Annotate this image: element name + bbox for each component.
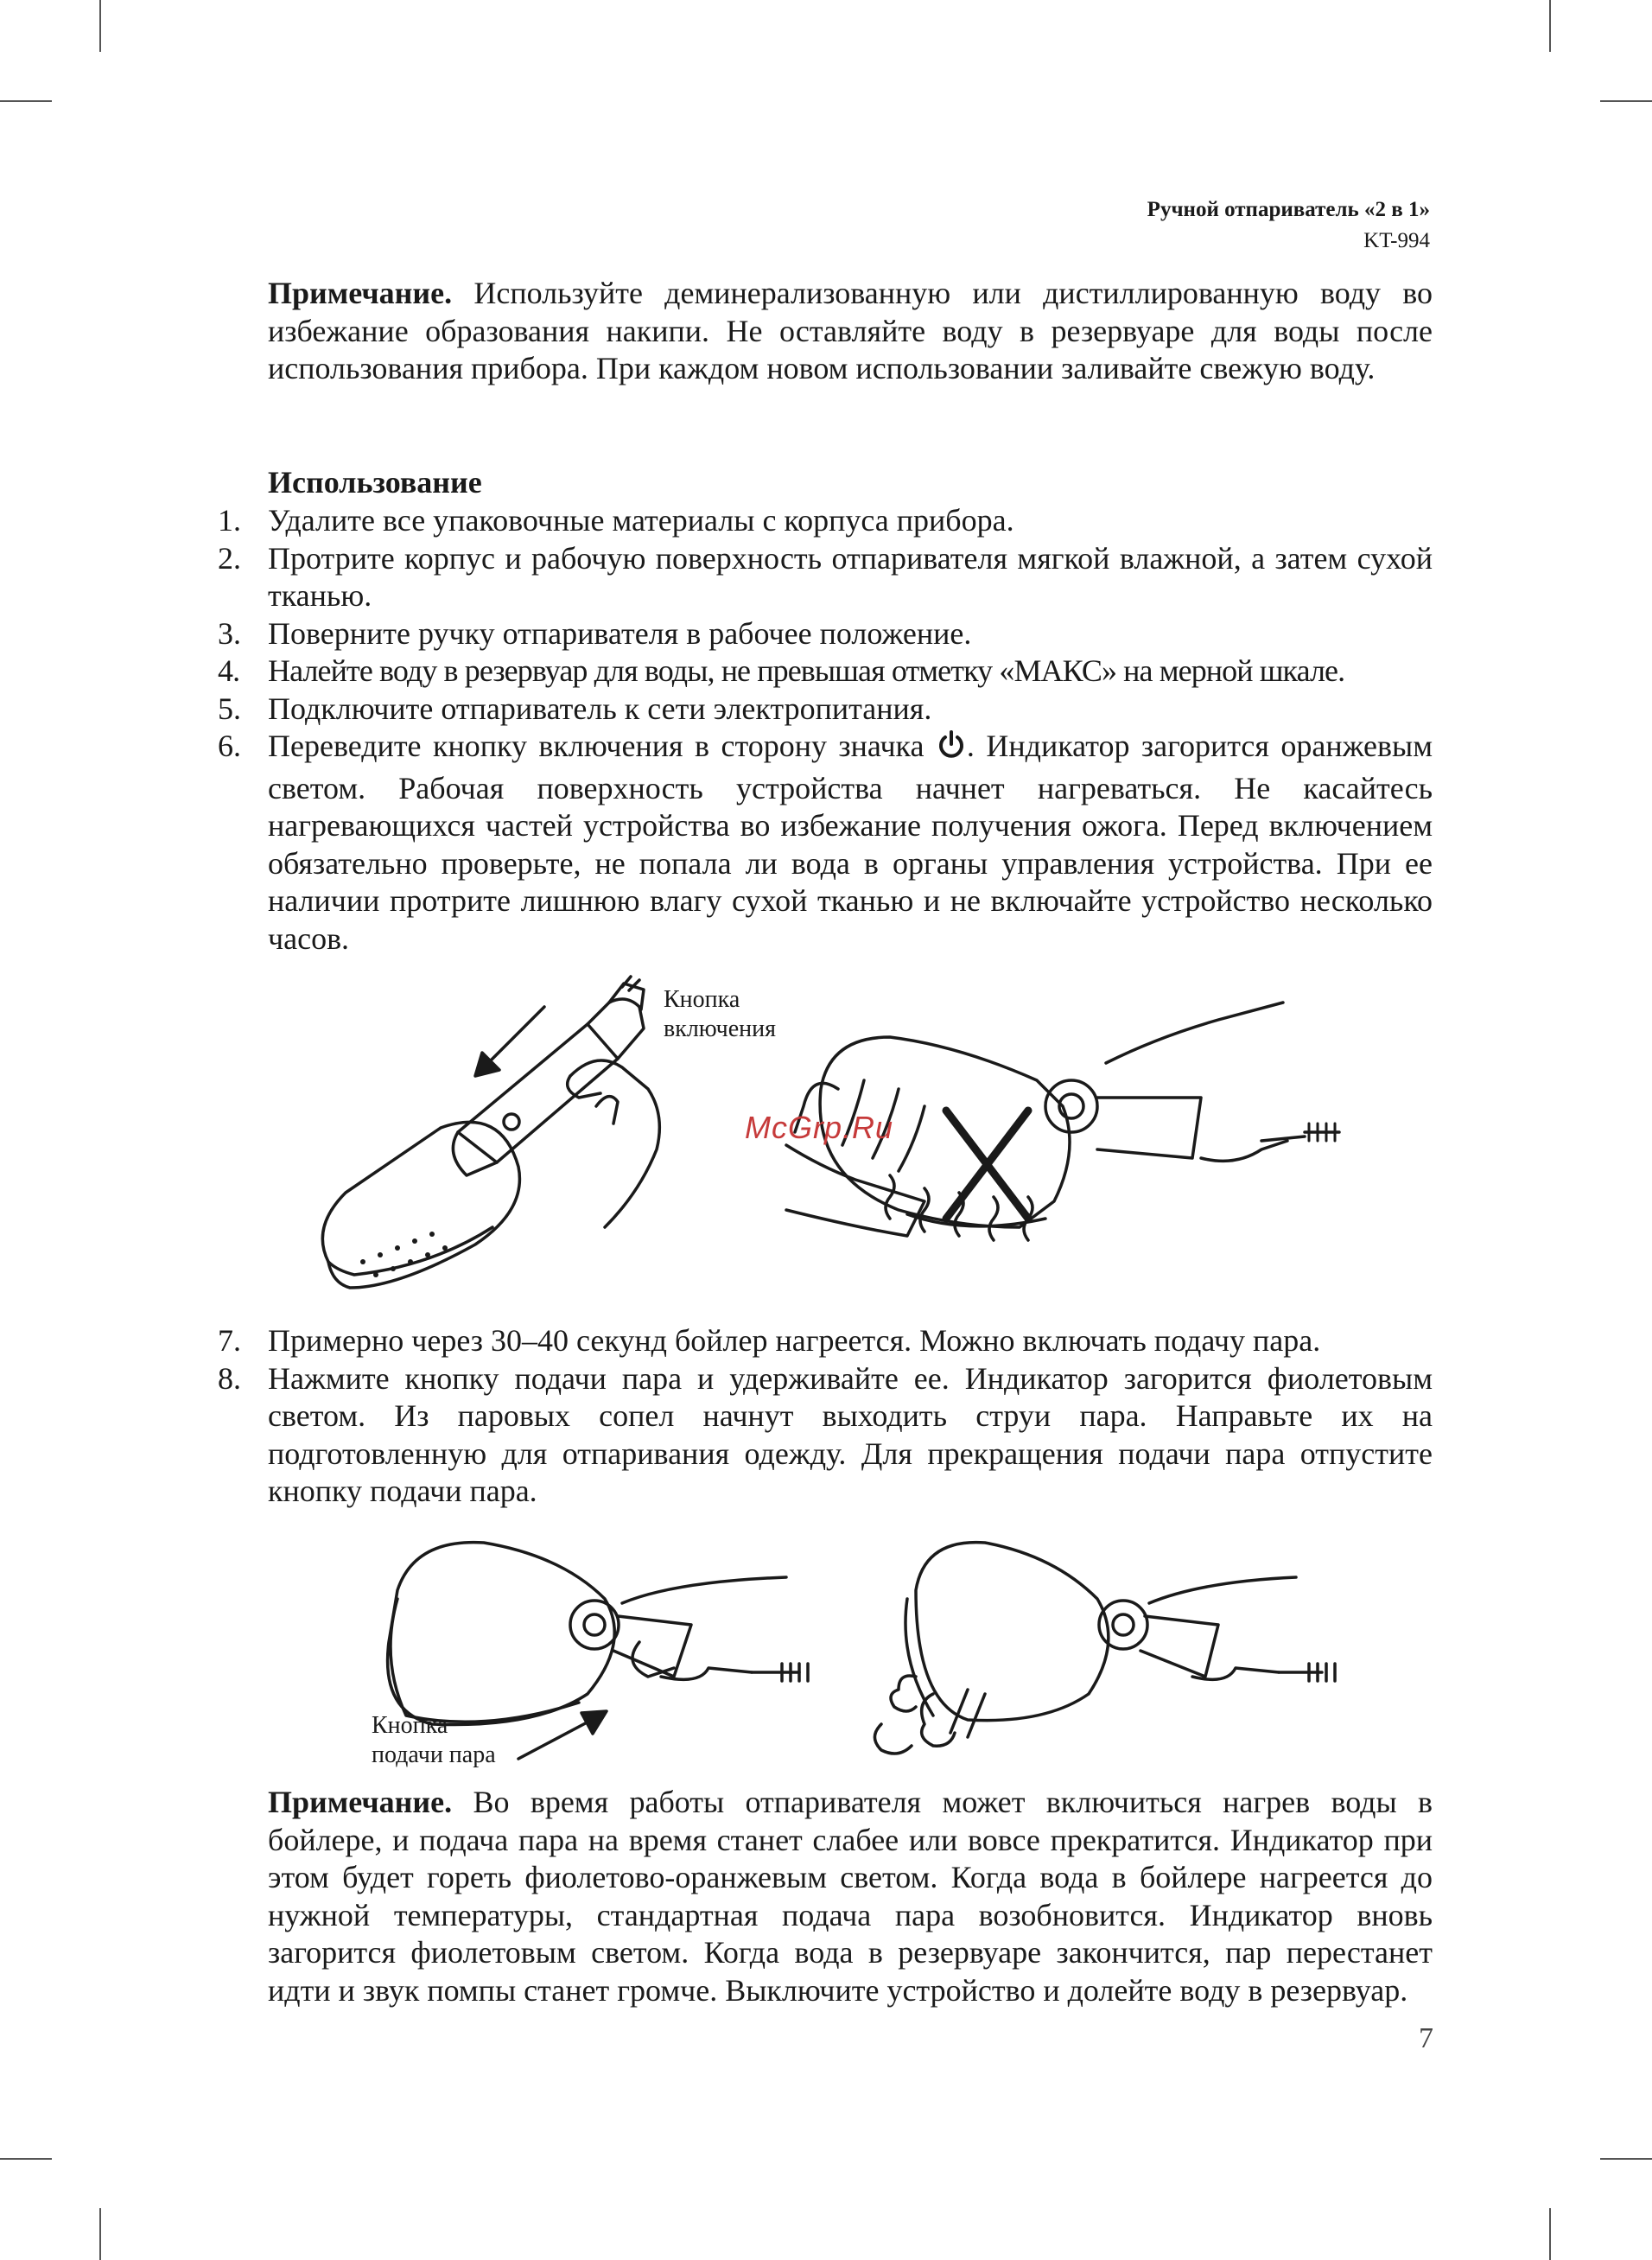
list-item: 4. Налейте воду в резервуар для воды, не превышая отметку «МАКС» на мерной шкале. bbox=[218, 653, 1345, 688]
header-title: Ручной отпариватель «2 в 1» bbox=[1147, 198, 1430, 221]
crop-mark bbox=[1600, 100, 1652, 102]
steps-list-a bbox=[218, 502, 1433, 958]
steamer-steaming-illustration bbox=[875, 1543, 1336, 1754]
watermark: McGrp.Ru bbox=[745, 1110, 894, 1145]
list-item: 1. Удалите все упаковочные материалы с корпуса прибора. bbox=[218, 503, 1014, 538]
list-item: 6. Переведите кнопку включения в сторону значка . Индикатор загорится оранжевым светом. Рабочая поверхность устройства начнет нагреваться. Не касайтесь нагревающихся частей устройства во избежание получения ожога. Перед включением обязательно проверьте, не попала ли вода в органы управления устройства. При ее наличии протрите лишнюю влагу сухой тканью и не включайте устройство несколько часов. bbox=[218, 729, 1433, 956]
steps-list-b bbox=[218, 1322, 1433, 1511]
crop-mark bbox=[99, 0, 101, 52]
cross-mark-icon bbox=[946, 1111, 1028, 1219]
list-item: 7. Примерно через 30–40 секунд бойлер нагреется. Можно включать подачу пара. bbox=[218, 1323, 1321, 1358]
crop-mark bbox=[1549, 0, 1551, 52]
running-header bbox=[1147, 194, 1430, 257]
note-text: Используйте деминерализованную или дистиллированную воду во избежание образования накипи. Не оставляйте воду в резервуаре для воды после использования прибора. При каждом новом использовании заливайте свежую воду. bbox=[268, 276, 1433, 385]
crop-mark bbox=[0, 100, 52, 102]
label-steam-button: Кнопка подачи пара bbox=[372, 1712, 496, 1768]
list-item: 3. Поверните ручку отпаривателя в рабочее положение. bbox=[218, 615, 972, 651]
figure-steam-button bbox=[363, 1521, 1443, 1780]
list-item: 8. Нажмите кнопку подачи пара и удерживайте ее. Индикатор загорится фиолетовым светом. Из паровых сопел начнут выходить струи пара. Направьте их на подготовленную для отпаривания одежду. Для прекращения подачи пара отпустите кнопку подачи пара. bbox=[218, 1360, 1433, 1508]
crop-mark bbox=[1600, 2158, 1652, 2160]
list-item: 5. Подключите отпариватель к сети электропитания. bbox=[218, 691, 932, 726]
steam-cloud-icon bbox=[875, 1676, 986, 1754]
note-label: Примечание. bbox=[268, 276, 453, 310]
crop-mark bbox=[1549, 2208, 1551, 2260]
label-power-button: Кнопка включения bbox=[664, 986, 777, 1042]
steamer-upright-illustration bbox=[322, 977, 659, 1288]
power-icon bbox=[936, 729, 967, 770]
note-paragraph-1 bbox=[268, 275, 1433, 388]
note-paragraph-2 bbox=[268, 1784, 1433, 2009]
header-model: KT-994 bbox=[1363, 229, 1430, 252]
section-title-usage: Использование bbox=[268, 465, 482, 500]
page-number: 7 bbox=[1419, 2022, 1433, 2054]
note-label: Примечание. bbox=[268, 1785, 453, 1819]
list-item: 2. Протрите корпус и рабочую поверхность отпаривателя мягкой влажной, а затем сухой тканью. bbox=[218, 540, 1433, 613]
crop-mark bbox=[0, 2158, 52, 2160]
crop-mark bbox=[99, 2208, 101, 2260]
note-text: Во время работы отпаривателя может включиться нагрев воды в бойлере, и подача пара на время станет слабее или вовсе прекратится. Индикатор при этом будет гореть фиолетово-оранжевым светом. Когда вода в бойлере нагреется до нужной температуры, стандартная подача пара возобновится. Индикатор вновь загорится фиолетовым светом. Когда вода в резервуаре закончится, пар перестанет идти и звук помпы станет громче. Выключите устройство и долейте воду в резервуар. bbox=[268, 1785, 1433, 2008]
